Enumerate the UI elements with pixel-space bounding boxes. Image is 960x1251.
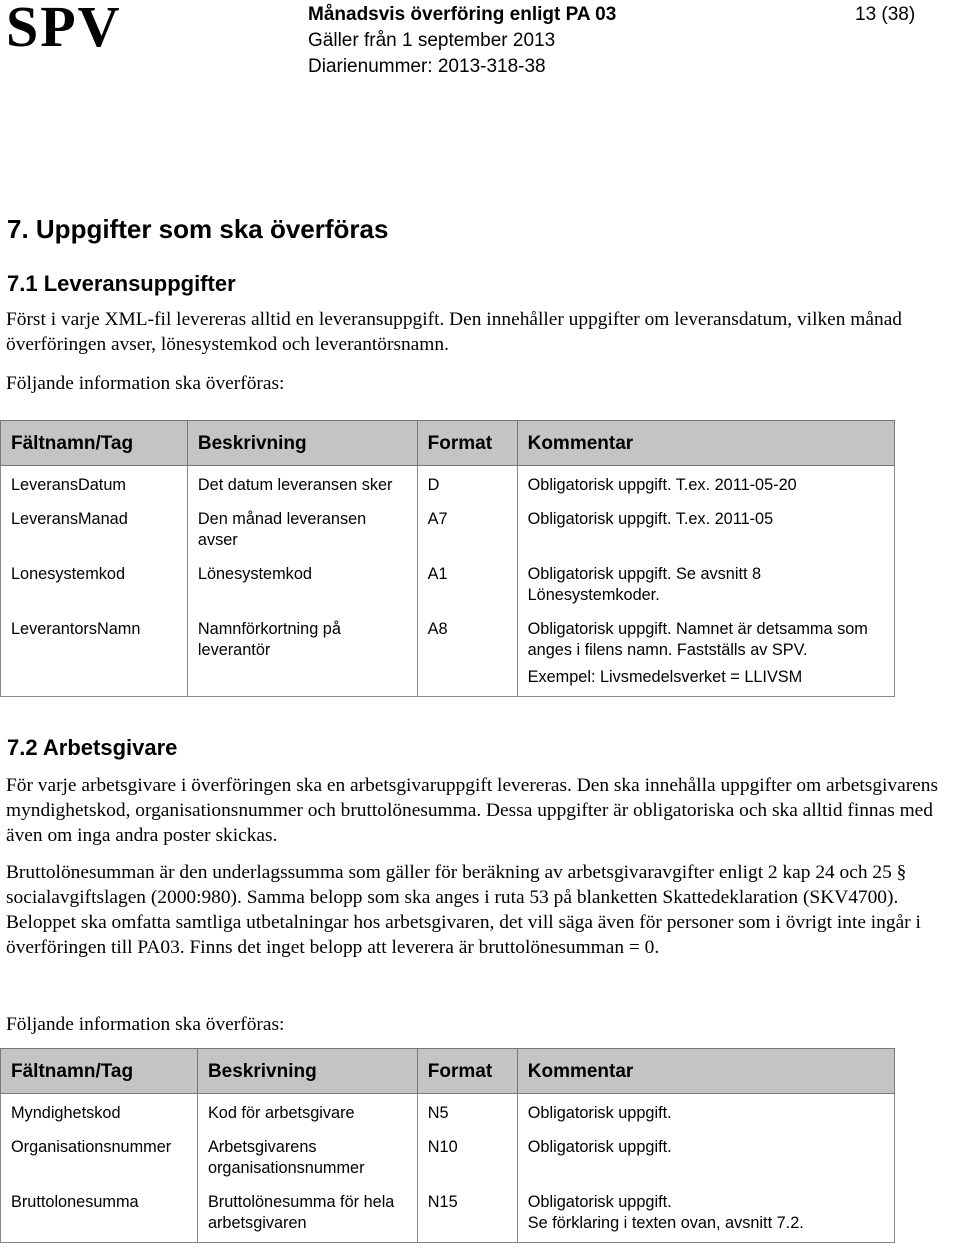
field-cell: LeverantorsNamn: [1, 614, 188, 697]
page-number: 13 (38): [855, 4, 916, 25]
field-cell: Organisationsnummer: [1, 1132, 198, 1187]
table-row: [1, 1094, 895, 1133]
description-cell: Namnförkortning på leverantör: [187, 614, 417, 697]
comment-text: Obligatorisk uppgift.: [527, 1193, 672, 1211]
format-cell: N10: [417, 1132, 517, 1187]
comment-cell: [517, 614, 894, 697]
spv-logo: SPV: [6, 0, 122, 59]
field-cell: Lonesystemkod: [1, 559, 188, 614]
description-cell: Kod för arbetsgivare: [197, 1094, 417, 1133]
table-row: [1, 504, 895, 559]
table-row: [1, 1187, 895, 1243]
column-header: Kommentar: [517, 1049, 894, 1094]
column-header: Fältnamn/Tag: [1, 421, 188, 466]
table-row: [1, 614, 895, 697]
section-7-1-lead: Följande information ska överföras:: [6, 373, 285, 394]
section-7-2-heading: 7.2 Arbetsgivare: [7, 735, 178, 760]
section-7-2-para-1: För varje arbetsgivare i överföringen ska en arbetsgivaruppgift levereras. Den ska innehålla uppgifter om arbetsgivarens myndighetskod, organisationsnummer och bruttolönesumma. Dessa uppgifter är obligatoriska och ska alltid finnas med även om inga andra poster skickas.: [6, 775, 939, 846]
format-cell: A7: [417, 504, 517, 559]
description-cell: Bruttolönesumma för hela arbetsgivaren: [197, 1187, 417, 1243]
format-cell: A1: [417, 559, 517, 614]
format-cell: N15: [417, 1187, 517, 1243]
comment-example: Exempel: Livsmedelsverket = LLIVSM: [527, 668, 803, 686]
comment-cell: [517, 1187, 894, 1243]
field-cell: Myndighetskod: [1, 1094, 198, 1133]
section-7-1-intro: Först i varje XML-fil levereras alltid en leveransuppgift. Den innehåller uppgifter om leveransdatum, vilken månad överföringen avser, lönesystemkod och leverantörsnamn.: [6, 309, 902, 355]
section-7-2-para-2: Bruttolönesumman är den underlagssumma som gäller för beräkning av arbetsgivaravgifter enligt 2 kap 24 och 25 § socialavgiftslagen (2000:980). Samma belopp som ska anges i ruta 53 på blanketten Skattedeklaration (SKV4700). Beloppet ska omfatta samtliga utbetalningar hos arbetsgivaren, det vill säga även för personer som i övrigt inte ingår i överföringen till PA03. Finns det inget belopp att leverera är bruttolönesumman = 0.: [6, 862, 921, 958]
valid-from: Gäller från 1 september 2013: [308, 30, 556, 51]
column-header: Fältnamn/Tag: [1, 1049, 198, 1094]
field-cell: LeveransManad: [1, 504, 188, 559]
column-header: Beskrivning: [197, 1049, 417, 1094]
section-7-heading: 7. Uppgifter som ska överföras: [7, 214, 389, 244]
description-cell: Arbetsgivarens organisationsnummer: [197, 1132, 417, 1187]
column-header: Format: [417, 1049, 517, 1094]
format-cell: A8: [417, 614, 517, 697]
comment-cell: Obligatorisk uppgift. T.ex. 2011-05-20: [517, 466, 894, 505]
table-row: [1, 466, 895, 505]
comment-cell: Obligatorisk uppgift.: [517, 1132, 894, 1187]
field-cell: LeveransDatum: [1, 466, 188, 505]
document-title: Månadsvis överföring enligt PA 03: [308, 4, 617, 25]
document-header: [308, 2, 616, 80]
description-cell: Det datum leveransen sker: [187, 466, 417, 505]
table-header-row: [1, 1049, 895, 1094]
column-header: Beskrivning: [187, 421, 417, 466]
description-cell: Den månad leveransen avser: [187, 504, 417, 559]
field-cell: Bruttolonesumma: [1, 1187, 198, 1243]
comment-cell: Obligatorisk uppgift. Se avsnitt 8 Lönesystemkoder.: [517, 559, 894, 614]
column-header: Format: [417, 421, 517, 466]
comment-note: Se förklaring i texten ovan, avsnitt 7.2.: [527, 1214, 804, 1232]
table-row: [1, 1132, 895, 1187]
section-7-1-heading: 7.1 Leveransuppgifter: [7, 271, 236, 296]
format-cell: D: [417, 466, 517, 505]
comment-cell: Obligatorisk uppgift.: [517, 1094, 894, 1133]
format-cell: N5: [417, 1094, 517, 1133]
diary-number: Diarienummer: 2013-318-38: [308, 56, 546, 77]
delivery-fields-table: [0, 420, 895, 697]
comment-cell: Obligatorisk uppgift. T.ex. 2011-05: [517, 504, 894, 559]
table-row: [1, 559, 895, 614]
comment-text: Obligatorisk uppgift. Namnet är detsamma som anges i filens namn. Fastställs av SPV.: [527, 620, 868, 659]
employer-fields-table: [0, 1048, 895, 1243]
table-header-row: [1, 421, 895, 466]
description-cell: Lönesystemkod: [187, 559, 417, 614]
column-header: Kommentar: [517, 421, 894, 466]
section-7-2-lead: Följande information ska överföras:: [6, 1014, 285, 1035]
